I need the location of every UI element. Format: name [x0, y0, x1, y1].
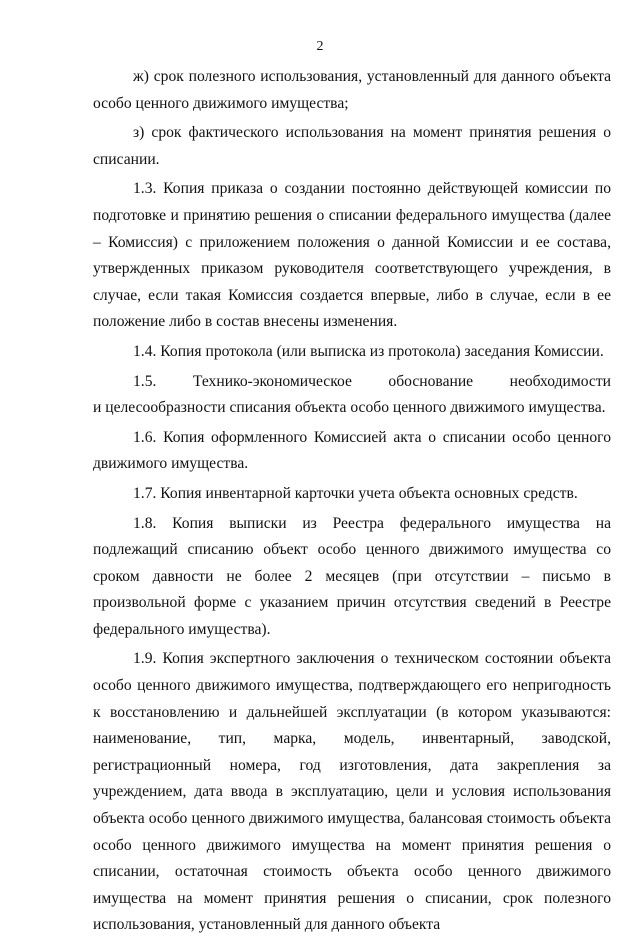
page-number: 2 — [316, 39, 324, 54]
paragraph-1-3: 1.3. Копия приказа о создании постоянно действующей комиссии по подготовке и принятию решения о списании федерального имущества (далее – Комиссия) с приложением положения о данной Комиссии и ее состава, утвержденных приказом руководителя соответствующего учреждения, в случае, если такая Комиссия создается впервые, либо в случае, если в ее положение либо в состав внесены изменения. — [93, 180, 611, 331]
paragraph-1-4: 1.4. Копия протокола (или выписка из протокола) заседания Комиссии. — [133, 342, 604, 360]
paragraph-1-5: 1.5. Технико-экономическое обоснование необходимости — [133, 372, 611, 390]
paragraph-zh: ж) срок полезного использования, установленный для данного объекта особо ценного движимого имущества; — [93, 68, 611, 112]
paragraph-z: з) срок фактического использования на момент принятия решения о списании. — [93, 124, 611, 168]
paragraph-1-7: 1.7. Копия инвентарной карточки учета объекта основных средств. — [133, 484, 578, 502]
paragraph-1-8: 1.8. Копия выписки из Реестра федерального имущества на подлежащий списанию объект особо ценного движимого имущества со сроком давности не более 2 месяцев (при отсутствии – письмо в произвольной форме с указанием причин отсутствия сведений в Реестре федерального имущества). — [93, 514, 611, 638]
document-body — [93, 64, 611, 939]
paragraph-1-6: 1.6. Копия оформленного Комиссией акта о списании особо ценного движимого имущества. — [93, 428, 611, 473]
paragraph-1-5-continuation: и целесообразности списания объекта особо ценного движимого имущества. — [93, 399, 606, 417]
paragraph-1-9: 1.9. Копия экспертного заключения о техническом состоянии объекта особо ценного движимого имущества, подтверждающего его непригодность к восстановлению и дальнейшей эксплуатации (в котором указываются: наименование, тип, марка, модель, инвентарный, заводской, регистрационный номера, год изготовления, дата закрепления за учреждением, дата ввода в эксплуатацию, цели и условия использования объекта особо ценного движимого имущества, балансовая стоимость объекта особо ценного движимого имущества на момент принятия решения о списании, остаточная стоимость объекта особо ценного движимого имущества на момент принятия решения о списании, срок полезного использования, установленный для данного объекта — [93, 650, 611, 934]
